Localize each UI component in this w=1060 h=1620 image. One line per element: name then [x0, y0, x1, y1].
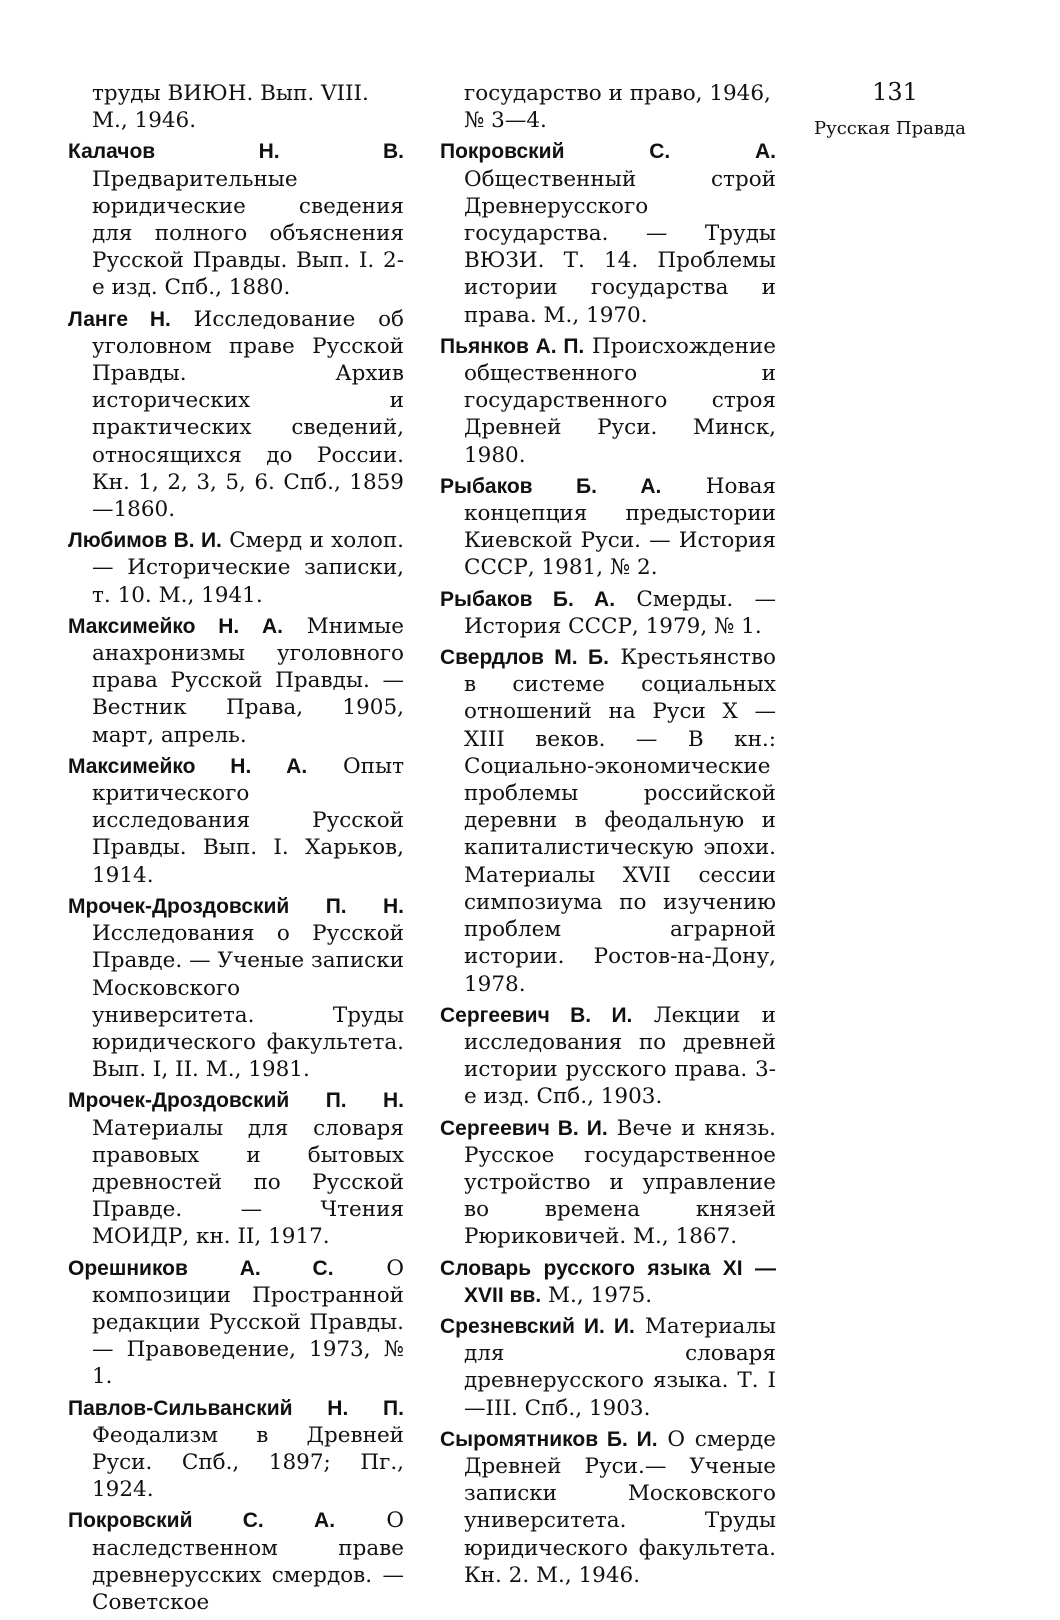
- bibliography-entry: [440, 473, 776, 582]
- entry-text: Предварительные юридические сведения для полного объяснения Русской Правды. Вып. I. 2-е изд. Спб., 1880.: [92, 166, 404, 301]
- bibliography-entry: [68, 306, 404, 524]
- entry-author: Сергеевич В. И.: [440, 1003, 633, 1027]
- page-number: 131: [872, 78, 918, 106]
- bibliography-entry: [68, 893, 404, 1083]
- entry-author: Максимейко Н. А.: [68, 754, 308, 778]
- entry-text: М., 1975.: [548, 1282, 653, 1308]
- entry-author: Ланге Н.: [68, 307, 171, 331]
- left-entries: [68, 138, 404, 1616]
- entry-author: Мрочек-Дроздовский П. Н.: [68, 1089, 404, 1113]
- entry-text: Новая концепция предыстории Киевской Руси. — История СССР, 1981, № 2.: [464, 473, 776, 581]
- bibliography-entry: [68, 613, 404, 749]
- entry-author: Рыбаков Б. А.: [440, 474, 662, 498]
- entry-text: Лекции и исследования по древней истории русского права. 3-е изд. Спб., 1903.: [464, 1002, 776, 1110]
- bibliography-entry: [440, 1002, 776, 1111]
- entry-text: Исследование об уголовном праве Русской Правды. Архив исторических и практических сведений, относящихся до России. Кн. 1, 2, 3, 5, 6. Спб., 1859—1860.: [92, 306, 404, 523]
- bibliography-entry: [68, 1395, 404, 1504]
- continuation-text: труды ВИЮН. Вып. VIII. М., 1946.: [92, 81, 369, 134]
- entry-author: Калачов Н. В.: [68, 140, 404, 164]
- entry-text: О смерде Древней Руси.— Ученые записки Московского университета. Труды юридического факультета. Кн. 2. М., 1946.: [464, 1426, 776, 1588]
- bibliography-entry: [440, 644, 776, 998]
- entry-text: Материалы для словаря древнерусского языка. Т. I—III. Спб., 1903.: [464, 1313, 776, 1421]
- entry-text: Опыт критического исследования Русской Правды. Вып. I. Харьков, 1914.: [92, 753, 405, 888]
- bibliography-entry: [440, 1426, 776, 1589]
- entry-author: Любимов В. И.: [68, 529, 222, 553]
- entry-text: Смерды. — История СССР, 1979, № 1.: [464, 586, 776, 639]
- bibliography-entry: [68, 753, 404, 889]
- entry-text: Феодализм в Древней Руси. Спб., 1897; Пг., 1924.: [92, 1422, 404, 1503]
- middle-entries: [440, 138, 776, 1589]
- left-column: [68, 80, 404, 1620]
- running-title: Русская Правда: [814, 118, 966, 139]
- entry-author: Максимейко Н. А.: [68, 614, 283, 638]
- entry-author: Сергеевич В. И.: [440, 1116, 608, 1140]
- bibliography-entry: [440, 586, 776, 640]
- entry-text: Крестьянство в системе социальных отношений на Руси X — XIII веков. — В кн.: Социально-экономические проблемы российской деревни в феодальную и капиталистическую эпохи. Материалы XVII сессии симпозиума по изучению проблем аграрной истории. Ростов-на-Дону, 1978.: [464, 645, 776, 997]
- bibliography-entry: [440, 333, 776, 469]
- continuation-text: государство и право, 1946, № 3—4.: [464, 81, 771, 134]
- entry-text: Смерд и холоп. — Исторические записки, т. 10. М., 1941.: [92, 528, 404, 608]
- entry-author: Словарь русского языка XI — XVII вв.: [440, 1256, 776, 1307]
- bibliography-entry: [68, 138, 404, 301]
- entry-text: Вече и князь. Русское государственное устройство и управление во времена князей Рюриковичей. М., 1867.: [464, 1115, 776, 1250]
- bibliography-entry: [440, 1255, 776, 1309]
- bibliography-entry: [68, 1255, 404, 1391]
- entry-text: Материалы для словаря правовых и бытовых древностей по Русской Правде. — Чтения МОИДР, кн. II, 1917.: [92, 1115, 404, 1250]
- entry-author: Рыбаков Б. А.: [440, 587, 616, 611]
- entry-author: Орешников А. С.: [68, 1256, 334, 1280]
- entry-text: О наследственном праве древнерусских смердов. — Советское: [92, 1508, 404, 1615]
- middle-column: [440, 80, 776, 1593]
- bibliography-entry: [68, 527, 404, 609]
- entry-text: Общественный строй Древнерусского государства. — Труды ВЮЗИ. Т. 14. Проблемы истории государства и права. М., 1970.: [464, 166, 776, 328]
- entry-text: О композиции Пространной редакции Русской Правды. — Правоведение, 1973, № 1.: [92, 1255, 405, 1390]
- entry-text: Мнимые анахронизмы уголовного права Русской Правды. — Вестник Права, 1905, март, апрель.: [92, 613, 404, 748]
- bibliography-entry: [440, 1313, 776, 1422]
- entry-author: Пьянков А. П.: [440, 334, 585, 358]
- entry-author: Мрочек-Дроздовский П. Н.: [68, 894, 404, 918]
- entry-author: Покровский С. А.: [440, 140, 776, 164]
- bibliography-entry: [440, 138, 776, 328]
- bibliography-entry: [68, 1507, 404, 1616]
- entry-text: Происхождение общественного и государственного строя Древней Руси. Минск, 1980.: [464, 333, 776, 468]
- entry-author: Павлов-Сильванский Н. П.: [68, 1396, 404, 1420]
- bibliography-entry: [68, 1087, 404, 1250]
- entry-text: Исследования о Русской Правде. — Ученые записки Московского университета. Труды юридического факультета. Вып. I, II. М., 1981.: [92, 921, 404, 1083]
- entry-author: Сыромятников Б. И.: [440, 1427, 658, 1451]
- entry-author: Покровский С. А.: [68, 1509, 336, 1533]
- bibliography-entry: [440, 1115, 776, 1251]
- entry-author: Срезневский И. И.: [440, 1314, 635, 1338]
- entry-author: Свердлов М. Б.: [440, 646, 609, 670]
